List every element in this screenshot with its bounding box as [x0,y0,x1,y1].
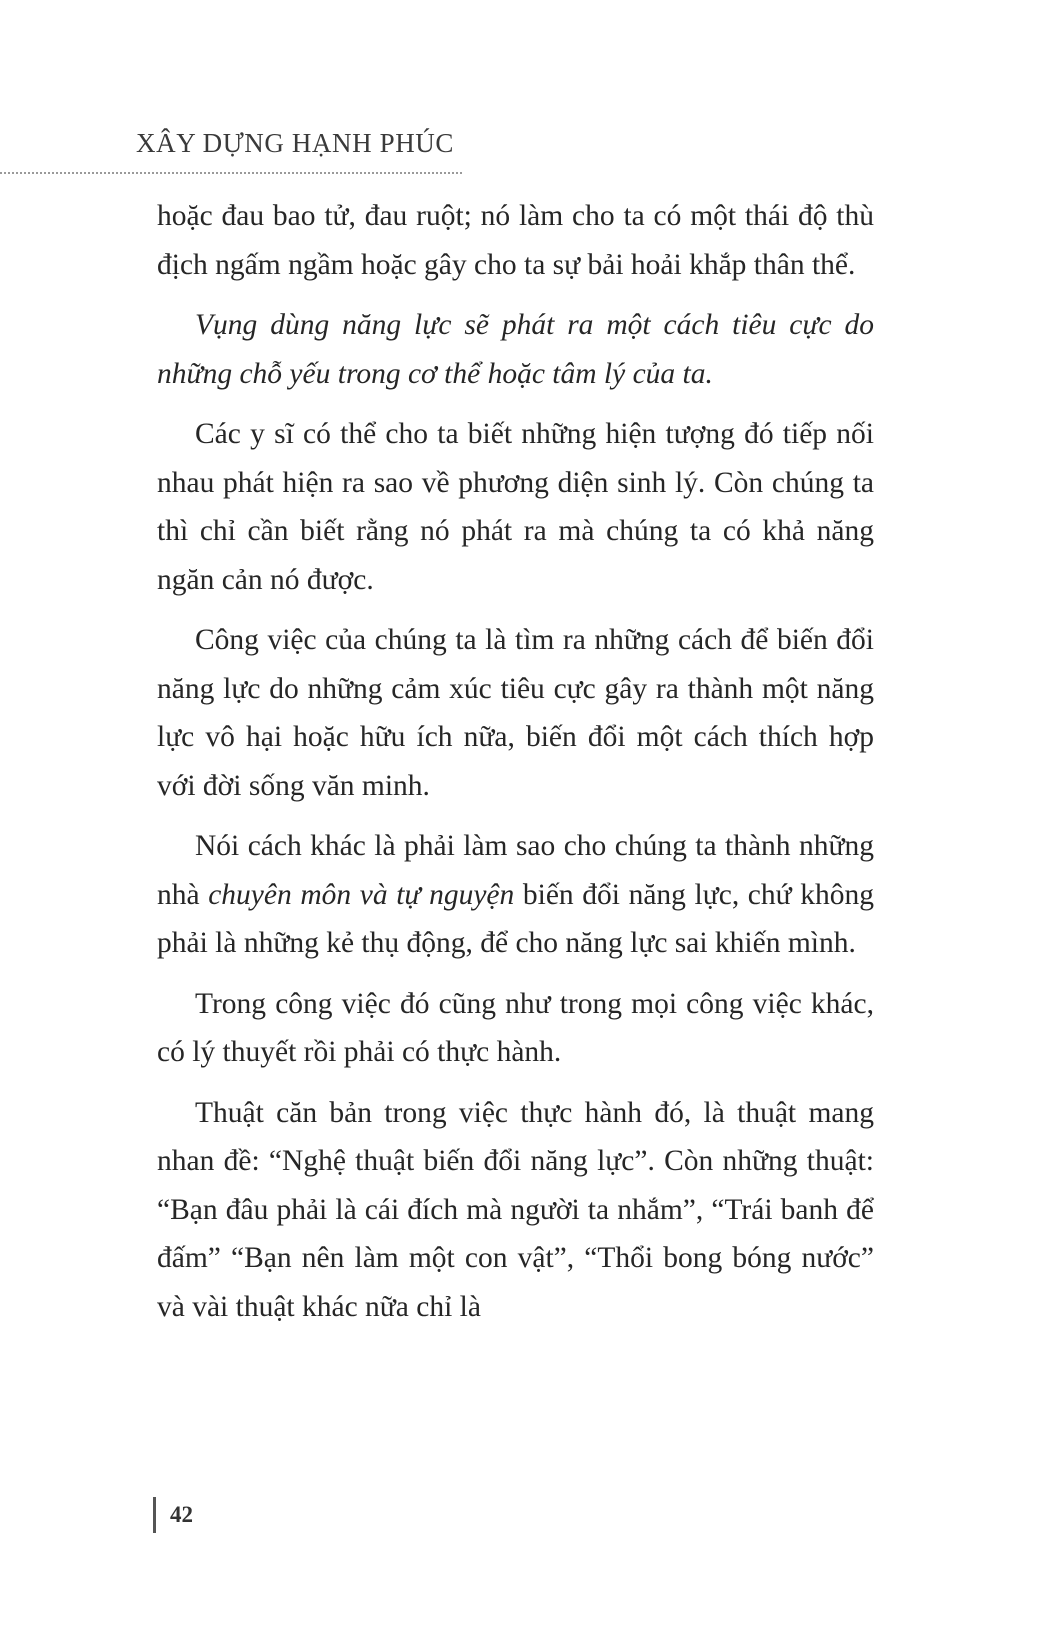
paragraph-7: Thuật căn bản trong việc thực hành đó, là thuật mang nhan đề: “Nghệ thuật biến đổi năng lực”. Còn những thuật: “Bạn đâu phải là cái đích mà người ta nhắm”, “Trái banh để đấm” “Bạn nên làm một con vật”, “Thổi bong bóng nước” và vài thuật khác nữa chỉ là [157,1096,874,1323]
paragraph-5-end: biến đổi năng lực, chứ không phải là những kẻ thụ động, để cho năng lực sai khiến mình. [157,878,874,959]
paragraph-1: hoặc đau bao tử, đau ruột; nó làm cho ta có một thái độ thù địch ngấm ngầm hoặc gây cho ta sự bải hoải khắp thân thể. [157,200,874,281]
paragraph-2 [157,301,874,398]
header-dotted-rule [0,172,462,174]
paragraph-3: Các y sĩ có thể cho ta biết những hiện tượng đó tiếp nối nhau phát hiện ra sao về phương diện sinh lý. Còn chúng ta thì chỉ cần biết rằng nó phát ra mà chúng ta có khả năng ngăn cản nó được. [157,418,874,596]
running-header: XÂY DỰNG HẠNH PHÚC [136,128,455,158]
paragraph-5 [157,822,874,968]
page-number: 42 [170,1502,193,1527]
paragraph-2-italic: Vụng dùng năng lực sẽ phát ra một cách tiêu cực do những chỗ yếu trong cơ thể hoặc tâm lý của ta. [157,309,874,390]
paragraph-5-italic: chuyên môn và tự nguyện [208,878,515,911]
paragraph-6: Trong công việc đó cũng như trong mọi công việc khác, có lý thuyết rồi phải có thực hành. [157,987,874,1068]
paragraph-5-start: Nói cách khác là phải làm sao cho chúng ta thành những nhà [157,830,874,911]
page-body [157,192,874,1343]
paragraph-4: Công việc của chúng ta là tìm ra những cách để biến đổi năng lực do những cảm xúc tiêu cực gây ra thành một năng lực vô hại hoặc hữu ích nữa, biến đổi một cách thích hợp với đời sống văn minh. [157,624,874,802]
folio-bar [153,1497,156,1533]
page-footer [153,1497,193,1533]
